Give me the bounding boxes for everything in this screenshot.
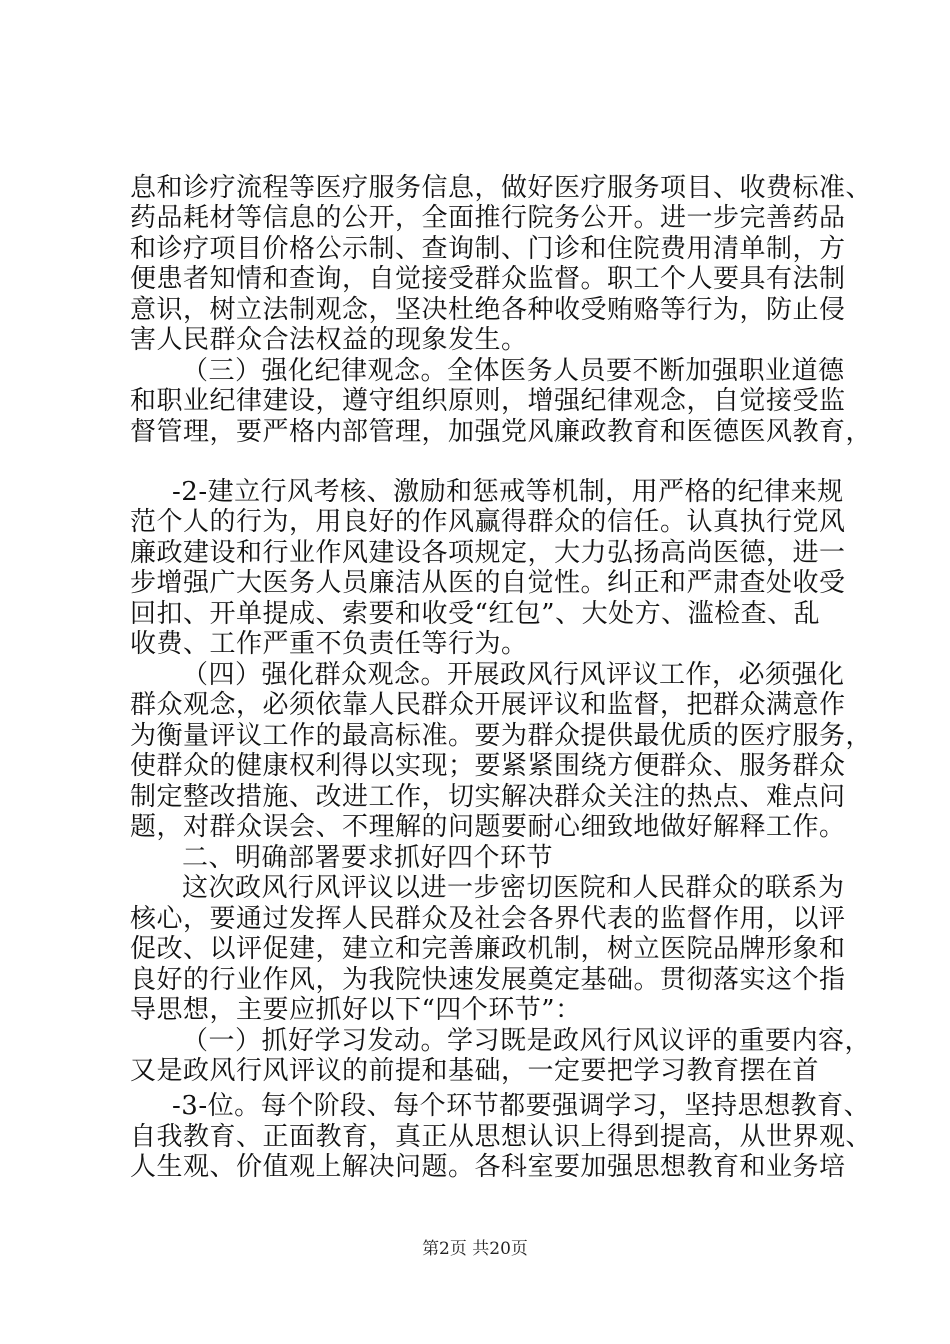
text-line: 群众观念，必须依靠人民群众开展评议和监督，把群众满意作	[130, 690, 846, 720]
text-line: 使群众的健康权利得以实现；要紧紧围绕方便群众、服务群众	[130, 751, 846, 781]
text-line: 便患者知情和查询，自觉接受群众监督。职工个人要具有法制	[130, 264, 846, 294]
text-line: 又是政风行风评议的前提和基础，一定要把学习教育摆在首	[130, 1056, 820, 1086]
text-line: 为衡量评议工作的最高标准。要为群众提供最优质的医疗服务，	[130, 721, 873, 751]
text-line: 人生观、价值观上解决问题。各科室要加强思想教育和业务培	[130, 1152, 846, 1182]
text-line: （四）强化群众观念。开展政风行风评议工作，必须强化	[182, 660, 845, 690]
text-line: 导思想，主要应抓好以下“四个环节”：	[130, 995, 582, 1025]
text-line: 制定整改措施、改进工作，切实解决群众关注的热点、难点问	[130, 782, 846, 812]
text-line: 这次政风行风评议以进一步密切医院和人民群众的联系为	[182, 873, 845, 903]
text-line: 药品耗材等信息的公开，全面推行院务公开。进一步完善药品	[130, 203, 846, 233]
page-footer: 第2页 共20页	[422, 1239, 528, 1259]
text-line: 收费、工作严重不负责任等行为。	[130, 629, 528, 659]
text-line: （三）强化纪律观念。全体医务人员要不断加强职业道德	[182, 356, 845, 386]
text-line: 核心，要通过发挥人民群众及社会各界代表的监督作用，以评	[130, 904, 846, 934]
text-line: 和职业纪律建设，遵守组织原则，增强纪律观念，自觉接受监	[130, 386, 846, 416]
text-line: 害人民群众合法权益的现象发生。	[130, 325, 528, 355]
text-line: 息和诊疗流程等医疗服务信息，做好医疗服务项目、收费标准、	[130, 173, 873, 203]
text-line: 自我教育、正面教育，真正从思想认识上得到提高，从世界观、	[130, 1122, 873, 1152]
text-line: 回扣、开单提成、索要和收受“红包”、大处方、滥检查、乱	[130, 599, 821, 629]
text-line: -3-位。每个阶段、每个环节都要强调学习，坚持思想教育、	[172, 1091, 871, 1121]
text-line: 督管理，要严格内部管理，加强党风廉政教育和医德医风教育，	[130, 417, 873, 447]
text-line: -2-建立行风考核、激励和惩戒等机制，用严格的纪律来规	[172, 477, 844, 507]
text-line: 范个人的行为，用良好的作风赢得群众的信任。认真执行党风	[130, 507, 846, 537]
section-heading: 二、明确部署要求抓好四个环节	[182, 843, 554, 873]
text-line: 意识，树立法制观念，坚决杜绝各种收受贿赂等行为，防止侵	[130, 295, 846, 325]
text-line: 促改、以评促建，建立和完善廉政机制，树立医院品牌形象和	[130, 934, 846, 964]
text-line: 廉政建设和行业作风建设各项规定，大力弘扬高尚医德，进一	[130, 538, 846, 568]
text-line: 步增强广大医务人员廉洁从医的自觉性。纠正和严肃查处收受	[130, 568, 846, 598]
text-line: 和诊疗项目价格公示制、查询制、门诊和住院费用清单制，方	[130, 234, 846, 264]
text-line: 题，对群众误会、不理解的问题要耐心细致地做好解释工作。	[130, 812, 846, 842]
text-line: 良好的行业作风，为我院快速发展奠定基础。贯彻落实这个指	[130, 965, 846, 995]
text-line: （一）抓好学习发动。学习既是政风行风议评的重要内容，	[182, 1026, 872, 1056]
